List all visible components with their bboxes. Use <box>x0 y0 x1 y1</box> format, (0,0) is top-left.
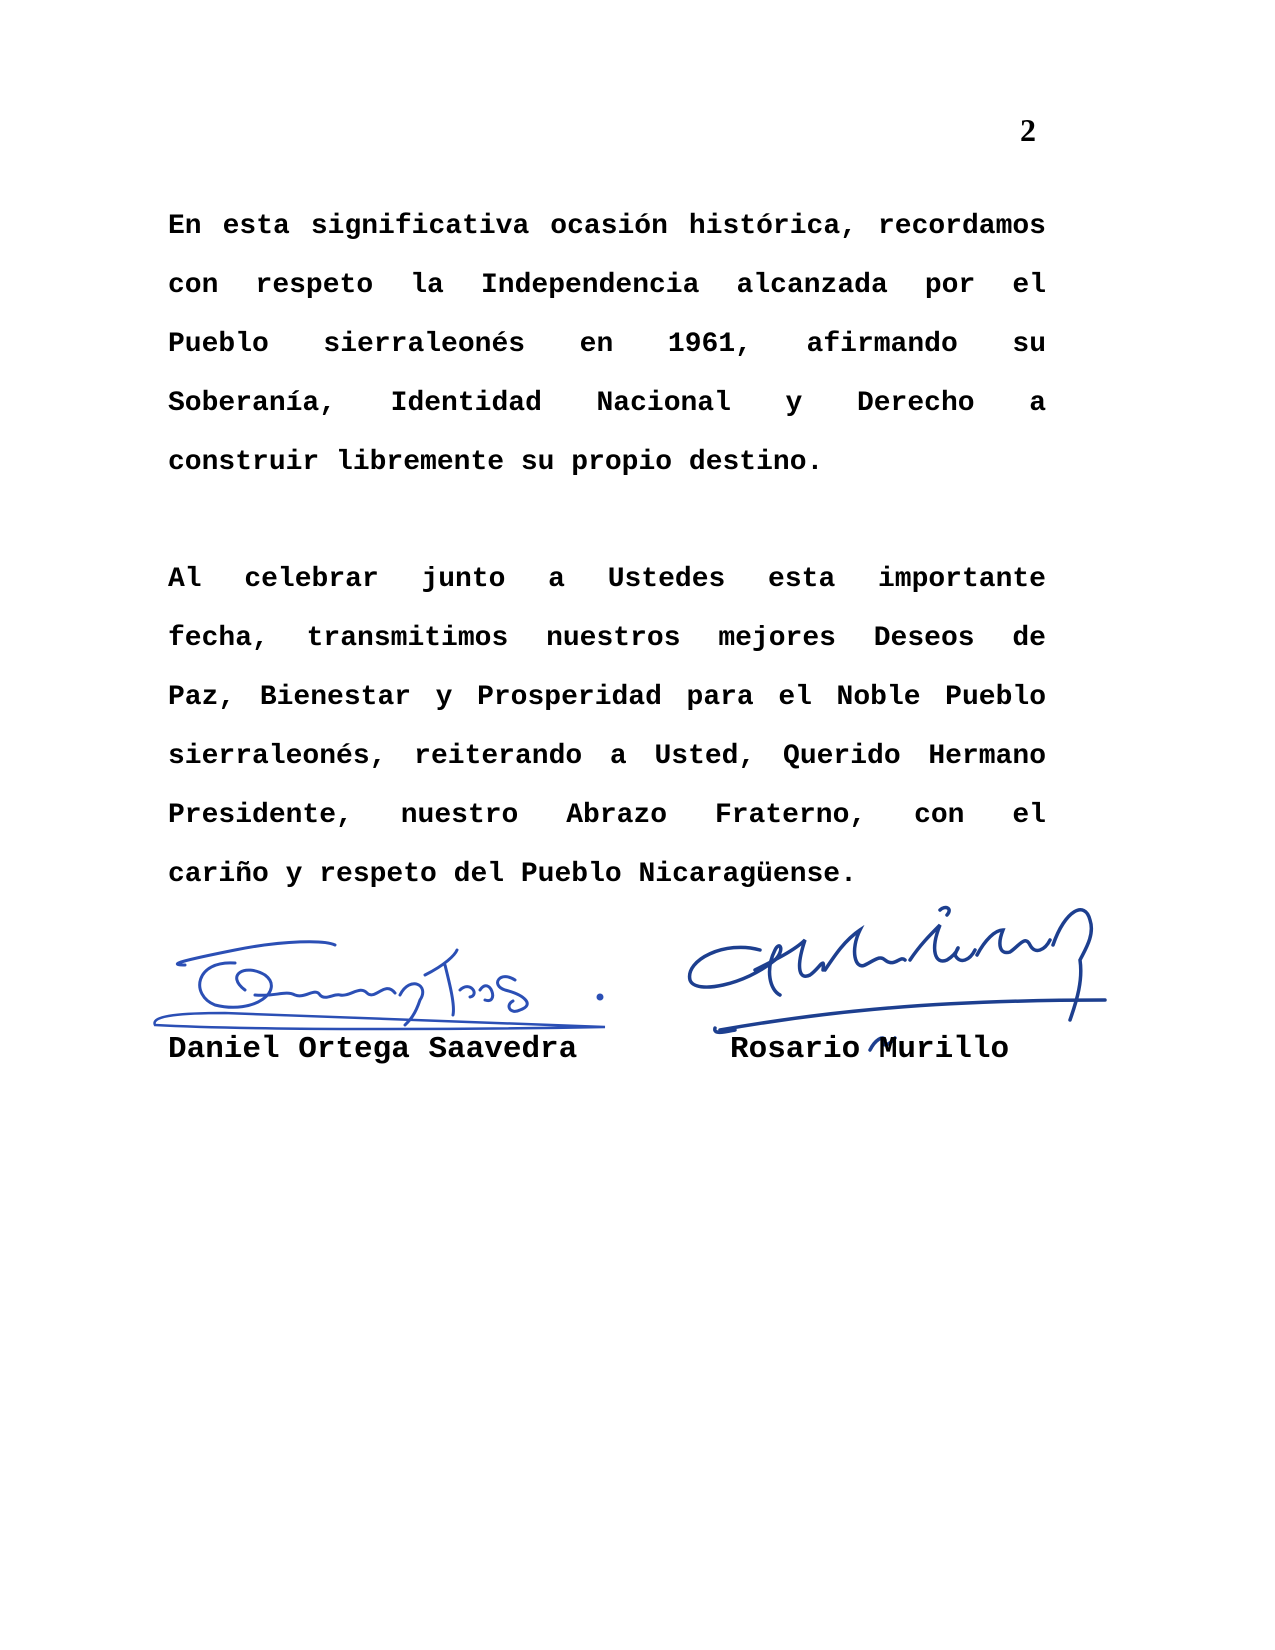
text-line: construir libremente su propio destino. <box>168 447 824 478</box>
text-line: Presidente, nuestro Abrazo Fraterno, con el <box>168 800 1046 831</box>
text-line: sierraleonés, reiterando a Usted, Querido Hermano <box>168 741 1046 772</box>
text-line: Paz, Bienestar y Prosperidad para el Noble Pueblo <box>168 682 1046 713</box>
text-line: cariño y respeto del Pueblo Nicaragüense. <box>168 859 857 890</box>
text-line: En esta significativa ocasión histórica, recordamos <box>168 211 1046 242</box>
page-number: 2 <box>1020 112 1036 148</box>
text-line: Soberanía, Identidad Nacional y Derecho a <box>168 388 1046 419</box>
text-line: fecha, transmitimos nuestros mejores Deseos de <box>168 623 1046 654</box>
signatory-name: Daniel Ortega Saavedra <box>168 1032 578 1067</box>
paragraph-1 <box>168 197 1046 492</box>
paragraph-2 <box>168 550 1046 904</box>
signatory-name: Rosario Murillo <box>730 1032 1010 1067</box>
text-line: con respeto la Independencia alcanzada por el <box>168 270 1046 301</box>
text-line: Pueblo sierraleonés en 1961, afirmando su <box>168 329 1046 360</box>
text-line: Al celebrar junto a Ustedes esta importante <box>168 564 1046 595</box>
signature-daniel-ortega <box>145 935 615 1040</box>
